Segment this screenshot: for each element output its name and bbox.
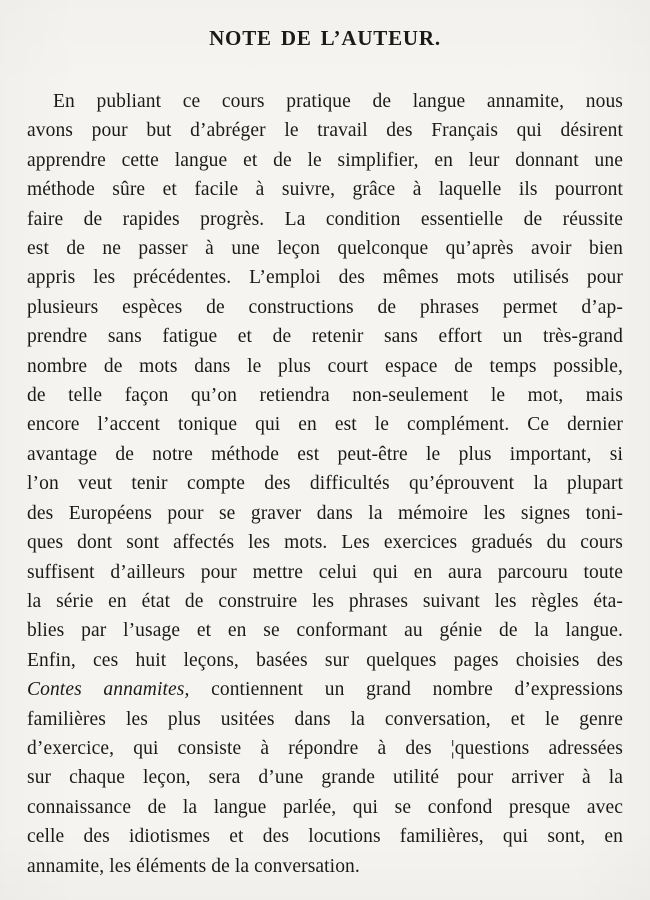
text-line [27, 675, 623, 704]
text-line: En publiant ce cours pratique de langue annamite, nous [53, 91, 623, 112]
text-line: celle des idiotismes et des locutions familières, qui sont, en [27, 826, 623, 848]
text-line: d’exercice, qui consiste à répondre à des ¦questions adressées [27, 737, 623, 759]
text-line: familières les plus usitées dans la conversation, et le genre [27, 708, 623, 730]
text-line: prendre sans fatigue et de retenir sans effort un très-grand [27, 326, 623, 348]
text-line: est de ne passer à une leçon quelconque qu’après avoir bien [27, 238, 623, 260]
italic-book-title: Contes annamites, [27, 679, 190, 701]
text-line: nombre de mots dans le plus court espace de temps possible, [27, 355, 623, 377]
text-line: suffisent d’ailleurs pour mettre celui qui en aura parcouru toute [27, 561, 623, 583]
text-line: sur chaque leçon, sera d’une grande utilité pour arriver à la [27, 767, 623, 789]
text-line: de telle façon qu’on retiendra non-seulement le mot, mais [27, 385, 623, 407]
text-line: avantage de notre méthode est peut-être le plus important, si [27, 443, 623, 465]
text-line: avons pour but d’abréger le travail des Français qui désirent [27, 120, 623, 142]
text-line: l’on veut tenir compte des difficultés qu’éprouvent la plupart [27, 473, 623, 495]
text-line: Enfin, ces huit leçons, basées sur quelques pages choisies des [27, 649, 623, 671]
text-line: ques dont sont affectés les mots. Les exercices gradués du cours [27, 532, 623, 554]
page-title: NOTE DE L’AUTEUR. [209, 26, 441, 50]
text-line: méthode sûre et facile à suivre, grâce à laquelle ils pourront [27, 179, 623, 201]
text-line: plusieurs espèces de constructions de phrases permet d’ap- [27, 296, 623, 318]
text-line: encore l’accent tonique qui en est le complément. Ce dernier [27, 414, 623, 436]
text-line: blies par l’usage et en se conformant au génie de la langue. [27, 620, 623, 642]
text-segment: contiennent un grand nombre d’expressions [189, 679, 623, 701]
author-note-paragraph [27, 87, 623, 881]
text-line: annamite, les éléments de la conversation. [27, 855, 360, 877]
text-line: des Européens pour se graver dans la mémoire les signes toni- [27, 502, 623, 524]
text-line: la série en état de construire les phrases suivant les règles éta- [27, 590, 623, 612]
text-line: connaissance de la langue parlée, qui se confond presque avec [27, 796, 623, 818]
text-line: faire de rapides progrès. La condition essentielle de réussite [27, 208, 623, 230]
text-line: appris les précédentes. L’emploi des mêmes mots utilisés pour [27, 267, 623, 289]
text-line: apprendre cette langue et de le simplifier, en leur donnant une [27, 149, 623, 171]
